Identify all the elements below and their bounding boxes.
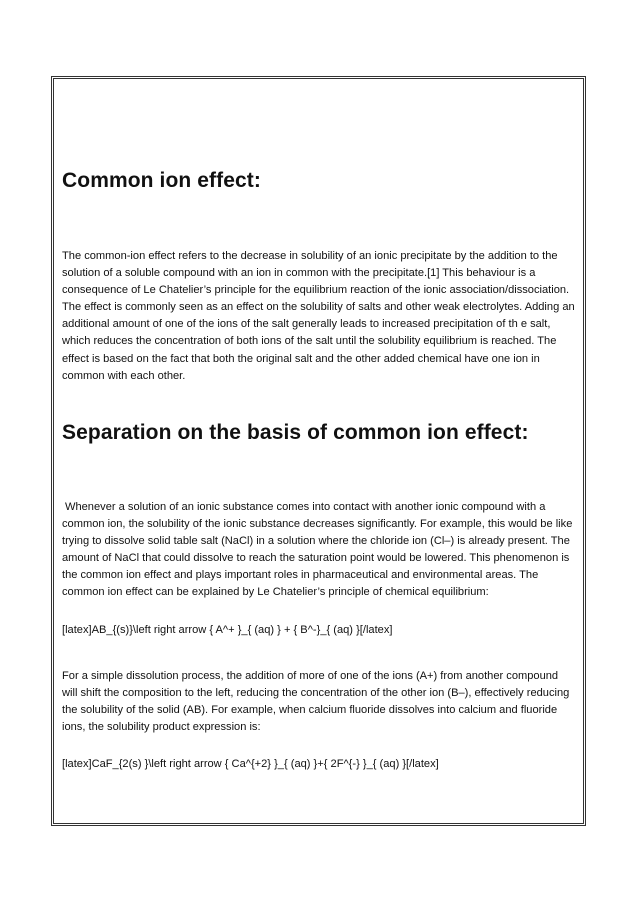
formula-ab-dissociation: [latex]AB_{(s)}\left right arrow { A^+ }_{ (aq) } + { B^-}_{ (aq) }[/latex] (62, 624, 393, 636)
formula-caf2-dissociation: [latex]CaF_{2(s) }\left right arrow { Ca^{+2} }_{ (aq) }+{ 2F^{-} }_{ (aq) }[/latex] (62, 758, 439, 770)
paragraph-dissolution-process: For a simple dissolution process, the addition of more of one of the ions (A+) from another compound will shift the composition to the left, reducing the concentration of the other ion (B–), effectively reducing the solubility of the solid (AB). For example, when calcium fluoride dissolves into calcium and fluoride ions, the solubility product expression is: (62, 670, 570, 734)
paragraph-separation-explanation: Whenever a solution of an ionic substance comes into contact with another ionic compound with a common ion, the solubility of the ionic substance decreases significantly. For example, this would be like trying to dissolve solid table salt (NaCl) in a solution where the chloride ion (Cl–) is already present. The amount of NaCl that could dissolve to reach the saturation point would be lowered. This phenomenon is the common ion effect and plays important roles in pharmaceutical and environmental areas. The common ion effect can be explained by Le Chatelier’s principle of chemical equilibrium: (62, 501, 573, 599)
section-heading-common-ion-effect: Common ion effect: (62, 169, 261, 192)
paragraph-common-ion-definition: The common-ion effect refers to the decrease in solubility of an ionic precipitate by the addition to the solution of a soluble compound with an ion in common with the precipitate.[1] This behaviour is a consequence of Le Chatelier’s principle for the equilibrium reaction of the ionic association/dissociation. The effect is commonly seen as an effect on the solubility of salts and other weak electrolytes. Adding an additional amount of one of the ions of the salt generally leads to increased precipitation of th e salt, which reduces the concentration of both ions of the salt until the solubility equilibrium is reached. The effect is based on the fact that both the original salt and the other added chemical have one ion in common with each other. (62, 250, 575, 382)
section-heading-separation: Separation on the basis of common ion effect: (62, 421, 529, 444)
document-content (62, 79, 575, 823)
page-frame (51, 76, 586, 826)
